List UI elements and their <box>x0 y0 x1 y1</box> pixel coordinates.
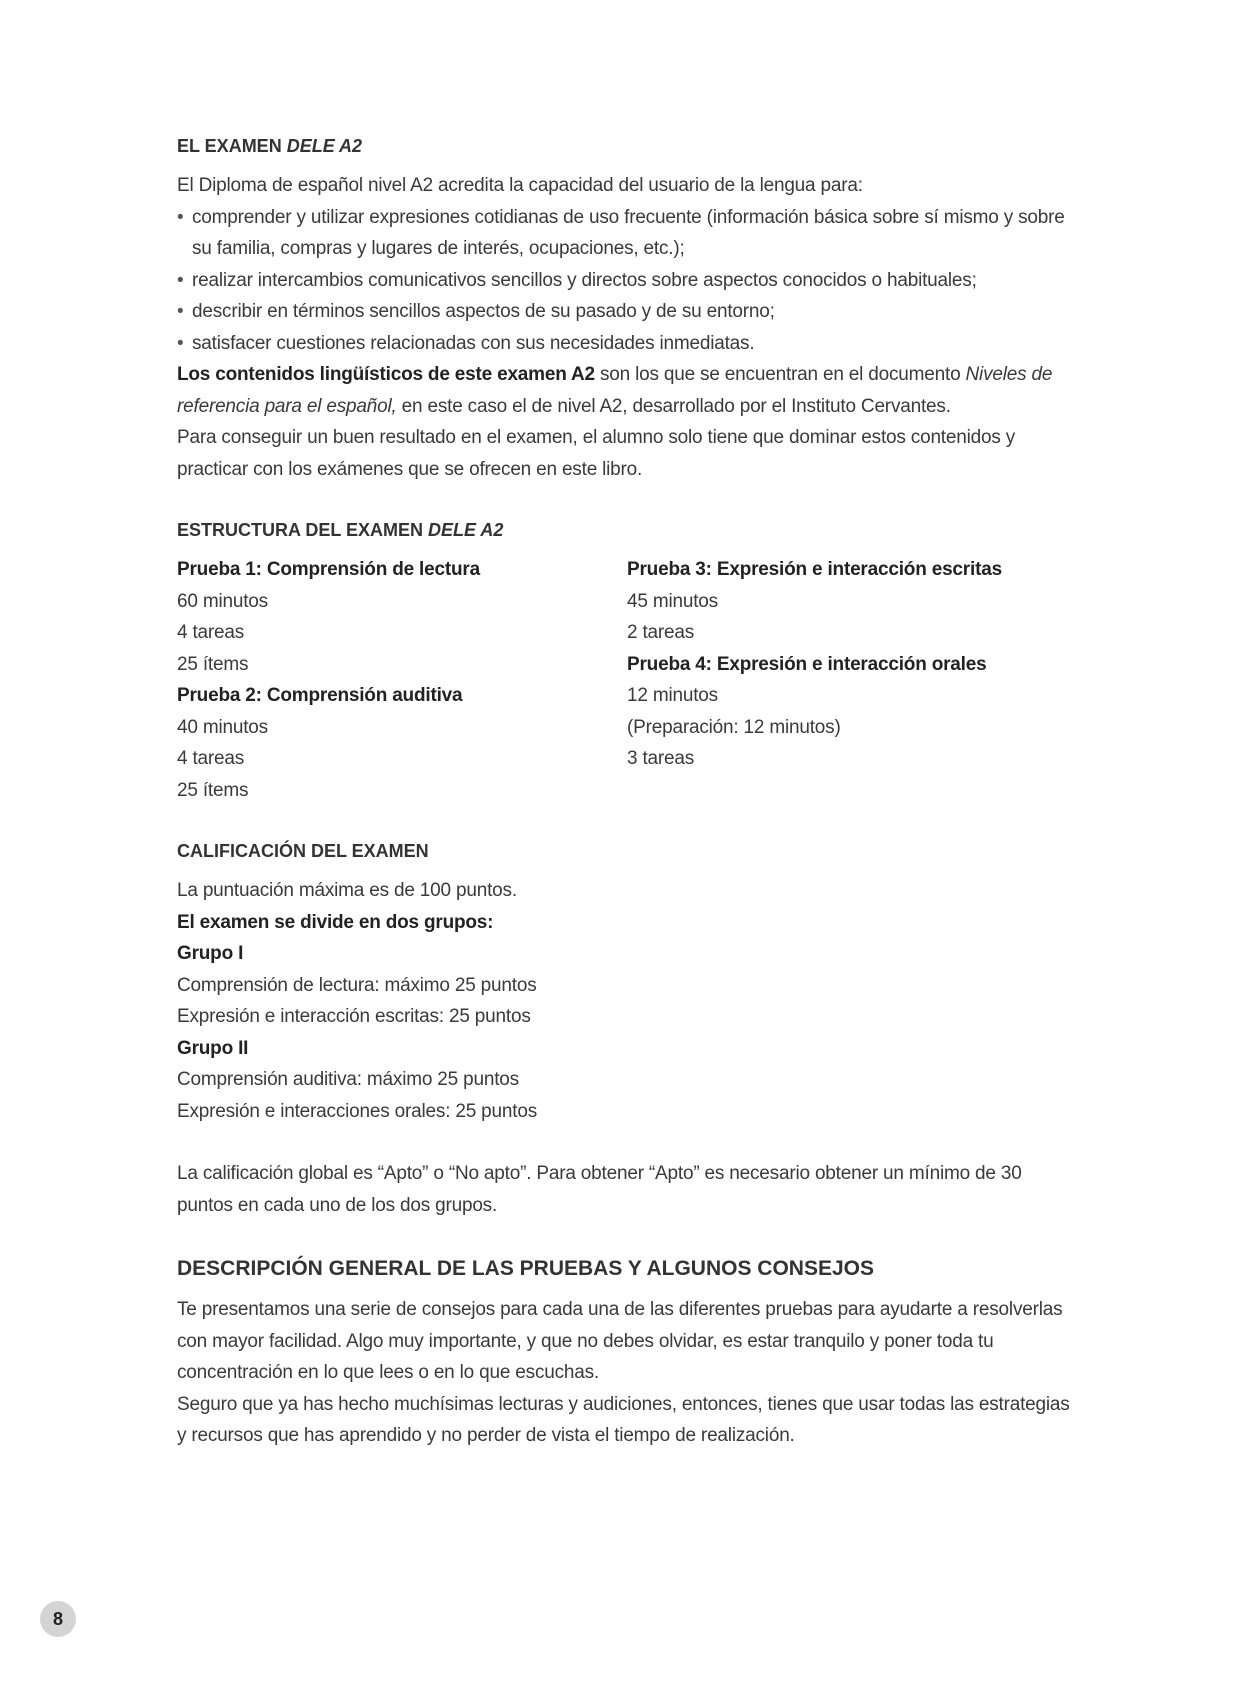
list-item: • comprender y utilizar expresiones cotidianas de uso frecuente (información básica sobre sí mismo y sobre su familia, compras y lugares de interés, ocupaciones, etc.); <box>177 202 1077 265</box>
prueba-title-text: Prueba 3: Expresión e interacción escritas <box>627 559 1002 580</box>
heading-italic-text: DELE A2 <box>428 520 504 540</box>
contents-text: en este caso el de nivel A2, desarrollado por el Instituto Cervantes. <box>396 395 951 417</box>
prueba-1-time: 60 minutos <box>177 590 268 612</box>
groups-intro-text: El examen se divide en dos grupos: <box>177 911 494 933</box>
list-item: • realizar intercambios comunicativos sencillos y directos sobre aspectos conocidos o habituales; <box>177 265 1077 297</box>
heading-italic-text: DELE A2 <box>286 136 363 156</box>
prueba-title-text: Prueba 4: Expresión e interacción orales <box>627 653 987 675</box>
structure-right-column <box>627 554 1077 806</box>
contents-text: son los que se encuentran en el documento <box>594 364 966 385</box>
section-estructura <box>177 518 1077 806</box>
group-1-line: Comprensión de lectura: máximo 25 puntos <box>177 974 537 996</box>
ability-list <box>177 202 1077 360</box>
prueba-4-time: 12 minutos <box>627 685 718 706</box>
list-item: • describir en términos sencillos aspectos de su pasado y de su entorno; <box>177 296 1077 328</box>
prueba-2-tasks: 4 tareas <box>177 748 245 769</box>
structure-columns <box>177 554 1077 806</box>
prueba-1-items: 25 ítems <box>177 653 249 675</box>
prueba-title-text: Prueba 2: Comprensión auditiva <box>177 685 463 706</box>
prueba-title-text: Prueba 1: Comprensión de lectura <box>177 559 480 580</box>
page-content <box>177 134 1077 1452</box>
group-title-text: Grupo I <box>177 943 244 964</box>
max-score-text: La puntuación máxima es de 100 puntos. <box>177 880 517 901</box>
heading-el-examen <box>177 134 1077 158</box>
contents-bold-text: Los contenidos lingüísticos de este examen A2 <box>177 364 595 385</box>
prueba-1-tasks: 4 tareas <box>177 622 245 643</box>
group-2-title <box>177 1033 1077 1065</box>
tips-paragraph-1: Te presentamos una serie de consejos para cada una de las diferentes pruebas para ayudarte a resolverlas con mayor facilidad. Algo muy importante, y que no debes olvidar, es estar tranquilo y poner toda tu concentración en lo que lees o en lo que escuchas. <box>177 1299 1063 1383</box>
section-el-examen <box>177 134 1077 485</box>
structure-left-column <box>177 554 627 806</box>
heading-estructura <box>177 518 1077 542</box>
prueba-4-title <box>627 649 1077 681</box>
heading-descripcion: DESCRIPCIÓN GENERAL DE LAS PRUEBAS Y ALGUNOS CONSEJOS <box>177 1257 875 1280</box>
group-1-line: Expresión e interacción escritas: 25 puntos <box>177 1006 531 1027</box>
group-title-text: Grupo II <box>177 1037 249 1059</box>
group-1-title <box>177 938 1077 970</box>
group-2-line: Expresión e interacciones orales: 25 puntos <box>177 1100 538 1122</box>
group-2-line: Comprensión auditiva: máximo 25 puntos <box>177 1069 519 1090</box>
prueba-2-time: 40 minutos <box>177 716 268 738</box>
prueba-3-time: 45 minutos <box>627 590 718 612</box>
heading-text: EL EXAMEN <box>177 136 282 156</box>
prueba-3-title <box>627 554 1077 586</box>
prueba-1-title <box>177 554 627 586</box>
prueba-4-tasks: 3 tareas <box>627 748 695 769</box>
contents-paragraph <box>177 359 1077 422</box>
section-descripcion <box>177 1254 1077 1452</box>
heading-calificacion: CALIFICACIÓN DEL EXAMEN <box>177 841 429 861</box>
page-number-badge: 8 <box>40 1601 76 1637</box>
list-item: • satisfacer cuestiones relacionadas con sus necesidades inmediatas. <box>177 328 1077 360</box>
prueba-2-title <box>177 680 627 712</box>
global-score-paragraph: La calificación global es “Apto” o “No apto”. Para obtener “Apto” es necesario obtener un mínimo de 30 puntos en cada uno de los dos grupos. <box>177 1163 1022 1216</box>
prueba-2-items: 25 ítems <box>177 779 249 801</box>
intro-paragraph: El Diploma de español nivel A2 acredita la capacidad del usuario de la lengua para: <box>177 175 863 196</box>
section-calificacion <box>177 839 1077 1221</box>
prueba-4-prep: (Preparación: 12 minutos) <box>627 716 841 738</box>
contents-italic-text: Niveles de referencia para el español, <box>177 364 1053 417</box>
prueba-3-tasks: 2 tareas <box>627 622 695 643</box>
groups-intro <box>177 907 1077 939</box>
heading-text: ESTRUCTURA DEL EXAMEN <box>177 520 424 540</box>
advice-paragraph: Para conseguir un buen resultado en el examen, el alumno solo tiene que dominar estos contenidos y practicar con los exámenes que se ofrecen en este libro. <box>177 427 1016 480</box>
tips-paragraph-2: Seguro que ya has hecho muchísimas lecturas y audiciones, entonces, tienes que usar todas las estrategias y recursos que has aprendido y no perder de vista el tiempo de realización. <box>177 1393 1070 1446</box>
spacer <box>177 1127 1077 1158</box>
